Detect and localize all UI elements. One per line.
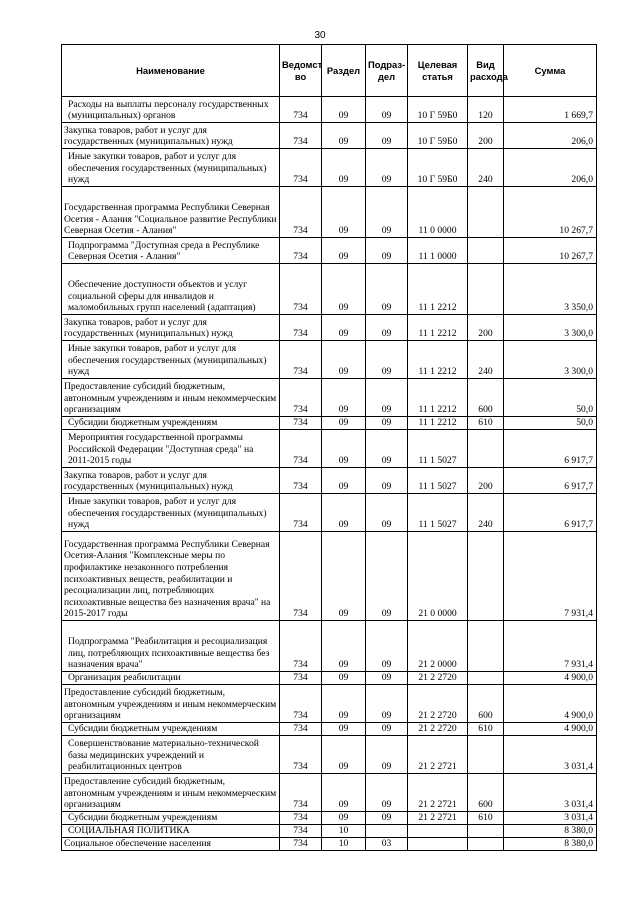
header-subsection: Подраз- дел (366, 45, 408, 97)
table-row (62, 736, 597, 774)
cell-type (468, 825, 504, 838)
table-row (62, 672, 597, 685)
cell-type: 600 (468, 685, 504, 723)
cell-name: Закупка товаров, работ и услуг для государственных (муниципальных) нужд (62, 468, 280, 494)
cell-name: Государственная программа Республики Северная Осетия-Алания "Комплексные меры по профилактике незаконного потребления психоактивных веществ, реабилитации и ресоциализации лиц, потребляющих психоактивные вещества без назначения врача" на 2015-2017 годы (62, 532, 280, 621)
cell-name: Закупка товаров, работ и услуг для государственных (муниципальных) нужд (62, 315, 280, 341)
cell-section: 09 (322, 430, 366, 468)
cell-subsection: 09 (366, 341, 408, 379)
cell-subsection: 03 (366, 838, 408, 851)
table-row (62, 97, 597, 123)
table-row (62, 723, 597, 736)
cell-section: 09 (322, 672, 366, 685)
cell-section: 09 (322, 149, 366, 187)
cell-section: 09 (322, 723, 366, 736)
cell-target: 21 2 2720 (408, 672, 468, 685)
cell-section: 10 (322, 838, 366, 851)
cell-section: 09 (322, 123, 366, 149)
cell-target (408, 825, 468, 838)
cell-sum: 1 669,7 (504, 97, 597, 123)
table-row (62, 621, 597, 672)
cell-target: 21 2 2720 (408, 685, 468, 723)
cell-name: Субсидии бюджетным учреждениям (62, 723, 280, 736)
cell-dept: 734 (280, 187, 322, 238)
cell-target: 10 Г 59Б0 (408, 123, 468, 149)
cell-name: Обеспечение доступности объектов и услуг социальной сферы для инвалидов и маломобильных групп населений (адаптация) (62, 264, 280, 315)
cell-section: 09 (322, 774, 366, 812)
cell-name: Государственная программа Республики Северная Осетия - Алания "Социальное развитие Республики Северная Осетия - Алания" (62, 187, 280, 238)
cell-sum: 7 931,4 (504, 532, 597, 621)
cell-dept: 734 (280, 97, 322, 123)
cell-target: 11 1 2212 (408, 341, 468, 379)
cell-type (468, 264, 504, 315)
cell-name: Предоставление субсидий бюджетным, автономным учреждениям и иным некоммерческим организациям (62, 774, 280, 812)
cell-subsection: 09 (366, 264, 408, 315)
cell-sum: 50,0 (504, 417, 597, 430)
cell-dept: 734 (280, 825, 322, 838)
cell-section: 09 (322, 341, 366, 379)
cell-sum: 8 380,0 (504, 838, 597, 851)
cell-dept: 734 (280, 417, 322, 430)
cell-name: Подпрограмма "Реабилитация и ресоциализация лиц, потребляющих психоактивные вещества без назначения врача" (62, 621, 280, 672)
header-name: Наименование (62, 45, 280, 97)
cell-section: 09 (322, 812, 366, 825)
cell-target: 11 1 2212 (408, 315, 468, 341)
cell-name: Предоставление субсидий бюджетным, автономным учреждениям и иным некоммерческим организациям (62, 685, 280, 723)
cell-dept: 734 (280, 736, 322, 774)
header-target: Целевая статья (408, 45, 468, 97)
cell-dept: 734 (280, 812, 322, 825)
cell-sum: 6 917,7 (504, 430, 597, 468)
cell-dept: 734 (280, 838, 322, 851)
cell-section: 09 (322, 187, 366, 238)
cell-type (468, 187, 504, 238)
cell-sum: 4 900,0 (504, 723, 597, 736)
table-row (62, 379, 597, 417)
cell-sum: 3 031,4 (504, 812, 597, 825)
cell-dept: 734 (280, 621, 322, 672)
table-row (62, 315, 597, 341)
cell-section: 09 (322, 685, 366, 723)
cell-section: 09 (322, 379, 366, 417)
cell-dept: 734 (280, 774, 322, 812)
cell-subsection: 09 (366, 468, 408, 494)
cell-sum: 206,0 (504, 123, 597, 149)
cell-subsection: 09 (366, 774, 408, 812)
cell-dept: 734 (280, 379, 322, 417)
cell-sum: 10 267,7 (504, 238, 597, 264)
cell-type: 200 (468, 123, 504, 149)
cell-type: 610 (468, 723, 504, 736)
cell-type (468, 621, 504, 672)
cell-type: 240 (468, 494, 504, 532)
cell-section: 09 (322, 238, 366, 264)
cell-section: 09 (322, 736, 366, 774)
cell-target: 10 Г 59Б0 (408, 149, 468, 187)
table-row (62, 494, 597, 532)
cell-type: 600 (468, 379, 504, 417)
cell-dept: 734 (280, 238, 322, 264)
cell-subsection: 09 (366, 187, 408, 238)
cell-dept: 734 (280, 123, 322, 149)
cell-name: СОЦИАЛЬНАЯ ПОЛИТИКА (62, 825, 280, 838)
cell-subsection: 09 (366, 532, 408, 621)
cell-name: Организация реабилитации (62, 672, 280, 685)
cell-dept: 734 (280, 685, 322, 723)
cell-name: Расходы на выплаты персоналу государственных (муниципальных) органов (62, 97, 280, 123)
cell-type: 120 (468, 97, 504, 123)
cell-section: 09 (322, 315, 366, 341)
table-row (62, 187, 597, 238)
cell-section: 09 (322, 621, 366, 672)
cell-section: 09 (322, 264, 366, 315)
cell-subsection: 09 (366, 123, 408, 149)
cell-target: 21 2 2721 (408, 736, 468, 774)
cell-sum: 3 031,4 (504, 736, 597, 774)
cell-name: Предоставление субсидий бюджетным, автономным учреждениям и иным некоммерческим организациям (62, 379, 280, 417)
table-row (62, 238, 597, 264)
cell-dept: 734 (280, 430, 322, 468)
cell-type: 200 (468, 468, 504, 494)
cell-subsection: 09 (366, 315, 408, 341)
cell-type (468, 430, 504, 468)
cell-dept: 734 (280, 532, 322, 621)
table-row (62, 430, 597, 468)
cell-sum: 7 931,4 (504, 621, 597, 672)
table-row (62, 812, 597, 825)
cell-target: 10 Г 59Б0 (408, 97, 468, 123)
cell-subsection: 09 (366, 417, 408, 430)
cell-dept: 734 (280, 723, 322, 736)
cell-target: 11 1 2212 (408, 417, 468, 430)
cell-sum: 206,0 (504, 149, 597, 187)
cell-sum: 10 267,7 (504, 187, 597, 238)
cell-dept: 734 (280, 341, 322, 379)
table-row (62, 264, 597, 315)
cell-name: Мероприятия государственной программы Российской Федерации "Доступная среда" на 2011-2015 годы (62, 430, 280, 468)
table-header-row (62, 45, 597, 97)
cell-sum: 50,0 (504, 379, 597, 417)
cell-type (468, 838, 504, 851)
cell-dept: 734 (280, 468, 322, 494)
cell-dept: 734 (280, 672, 322, 685)
cell-sum: 6 917,7 (504, 468, 597, 494)
cell-subsection: 09 (366, 736, 408, 774)
cell-subsection: 09 (366, 97, 408, 123)
cell-type (468, 238, 504, 264)
cell-sum: 8 380,0 (504, 825, 597, 838)
cell-name: Субсидии бюджетным учреждениям (62, 417, 280, 430)
cell-sum: 4 900,0 (504, 672, 597, 685)
cell-subsection: 09 (366, 238, 408, 264)
cell-target: 21 2 2720 (408, 723, 468, 736)
table-row (62, 825, 597, 838)
cell-subsection: 09 (366, 685, 408, 723)
cell-section: 10 (322, 825, 366, 838)
cell-type: 200 (468, 315, 504, 341)
budget-table (61, 44, 597, 851)
header-section: Раздел (322, 45, 366, 97)
cell-type: 240 (468, 341, 504, 379)
header-sum: Сумма (504, 45, 597, 97)
table-row (62, 532, 597, 621)
table-row (62, 417, 597, 430)
cell-target: 21 2 2721 (408, 774, 468, 812)
cell-subsection: 09 (366, 723, 408, 736)
cell-subsection: 09 (366, 672, 408, 685)
table-row (62, 468, 597, 494)
cell-section: 09 (322, 468, 366, 494)
cell-sum: 3 300,0 (504, 315, 597, 341)
cell-sum: 3 300,0 (504, 341, 597, 379)
cell-section: 09 (322, 97, 366, 123)
cell-type: 240 (468, 149, 504, 187)
page-number: 30 (314, 30, 326, 41)
cell-dept: 734 (280, 315, 322, 341)
cell-type (468, 736, 504, 774)
cell-target: 21 2 0000 (408, 621, 468, 672)
cell-subsection: 09 (366, 430, 408, 468)
cell-subsection: 09 (366, 621, 408, 672)
cell-name: Совершенствование материально-технической базы медицинских учреждений и реабилитационных центров (62, 736, 280, 774)
cell-name: Закупка товаров, работ и услуг для государственных (муниципальных) нужд (62, 123, 280, 149)
cell-dept: 734 (280, 494, 322, 532)
cell-subsection: 09 (366, 149, 408, 187)
cell-subsection: 09 (366, 812, 408, 825)
table-row (62, 838, 597, 851)
table-row (62, 123, 597, 149)
cell-target: 11 1 2212 (408, 379, 468, 417)
cell-name: Субсидии бюджетным учреждениям (62, 812, 280, 825)
cell-target: 11 1 0000 (408, 238, 468, 264)
header-dept: Ведомст во (280, 45, 322, 97)
table-row (62, 149, 597, 187)
cell-target: 11 1 5027 (408, 494, 468, 532)
cell-section: 09 (322, 417, 366, 430)
table-row (62, 685, 597, 723)
cell-type: 610 (468, 417, 504, 430)
cell-name: Иные закупки товаров, работ и услуг для обеспечения государственных (муниципальных) нужд (62, 494, 280, 532)
cell-section: 09 (322, 532, 366, 621)
header-type: Вид расхода (468, 45, 504, 97)
cell-section: 09 (322, 494, 366, 532)
cell-name: Иные закупки товаров, работ и услуг для обеспечения государственных (муниципальных) нужд (62, 341, 280, 379)
cell-target: 11 0 0000 (408, 187, 468, 238)
cell-sum: 6 917,7 (504, 494, 597, 532)
cell-type (468, 532, 504, 621)
cell-type: 610 (468, 812, 504, 825)
cell-name: Социальное обеспечение населения (62, 838, 280, 851)
cell-target: 21 2 2721 (408, 812, 468, 825)
cell-type: 600 (468, 774, 504, 812)
cell-target: 11 1 5027 (408, 468, 468, 494)
cell-subsection (366, 825, 408, 838)
cell-target: 11 1 5027 (408, 430, 468, 468)
cell-sum: 4 900,0 (504, 685, 597, 723)
cell-name: Иные закупки товаров, работ и услуг для обеспечения государственных (муниципальных) нужд (62, 149, 280, 187)
cell-subsection: 09 (366, 494, 408, 532)
table-row (62, 341, 597, 379)
cell-subsection: 09 (366, 379, 408, 417)
cell-target (408, 838, 468, 851)
cell-dept: 734 (280, 149, 322, 187)
cell-target: 11 1 2212 (408, 264, 468, 315)
cell-sum: 3 031,4 (504, 774, 597, 812)
cell-target: 21 0 0000 (408, 532, 468, 621)
table-row (62, 774, 597, 812)
cell-dept: 734 (280, 264, 322, 315)
cell-name: Подпрограмма "Доступная среда в Республике Северная Осетия - Алания" (62, 238, 280, 264)
cell-sum: 3 350,0 (504, 264, 597, 315)
cell-type (468, 672, 504, 685)
